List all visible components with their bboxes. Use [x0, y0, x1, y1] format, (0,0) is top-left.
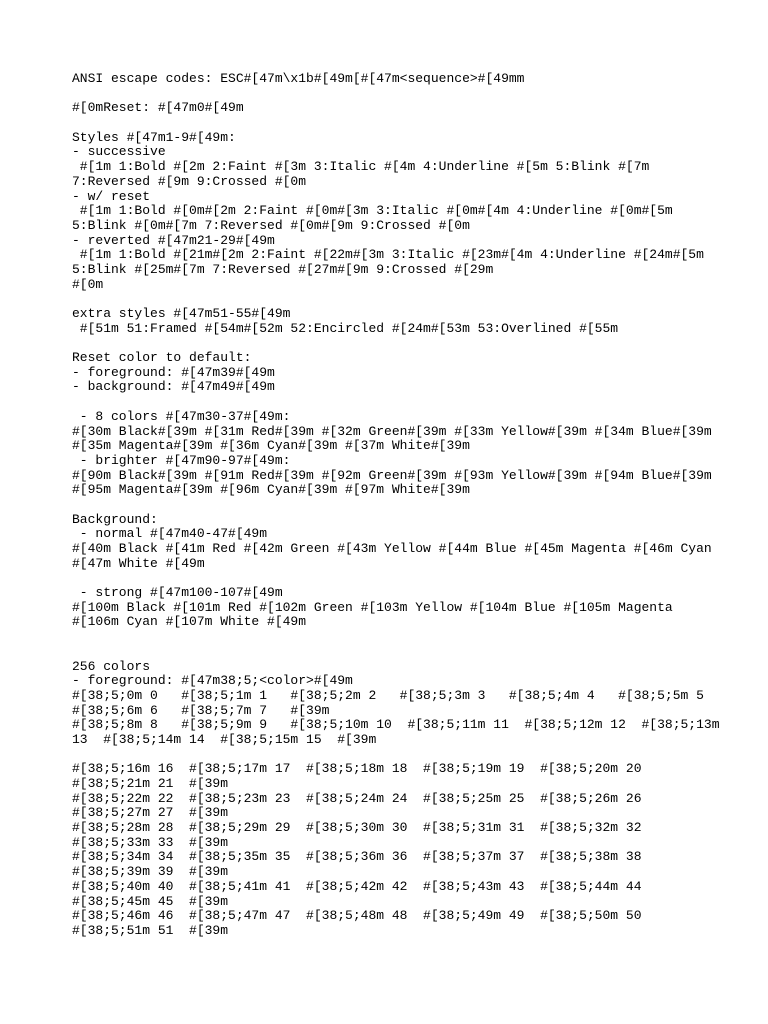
text-line: [72, 336, 712, 351]
text-line: #[95m Magenta#[39m #[96m Cyan#[39m #[97m White#[39m: [72, 482, 470, 498]
text-line: [72, 292, 712, 307]
text-line: #[0mReset: #[47m0#[49m: [72, 100, 244, 116]
text-line: [72, 498, 712, 513]
text-line: #[0m: [72, 276, 104, 292]
text-line: - w/ reset: [72, 188, 151, 204]
text-line: [72, 748, 712, 763]
text-line: #[40m Black #[41m Red #[42m Green #[43m Yellow #[44m Blue #[45m Magenta #[46m Cyan: [72, 541, 712, 556]
text-line: #[38;5;0m 0 #[38;5;1m 1 #[38;5;2m 2 #[38;5;3m 3 #[38;5;4m 4 #[38;5;5m 5: [72, 687, 704, 703]
text-line: 5:Blink #[0m#[7m 7:Reversed #[0m#[9m 9:Crossed #[0m: [72, 217, 470, 233]
text-line: [72, 630, 712, 645]
text-line: - reverted #[47m21-29#[49m: [72, 232, 275, 248]
text-line: #[38;5;46m 46 #[38;5;47m 47 #[38;5;48m 48 #[38;5;49m 49 #[38;5;50m 50: [72, 908, 642, 924]
text-line: #[38;5;6m 6 #[38;5;7m 7 #[39m: [72, 702, 330, 718]
text-line: - background: #[47m49#[49m: [72, 379, 275, 395]
text-line: - strong #[47m100-107#[49m: [72, 585, 283, 601]
text-line: #[38;5;8m 8 #[38;5;9m 9 #[38;5;10m 10 #[38;5;11m 11 #[38;5;12m 12 #[38;5;13m: [72, 717, 720, 733]
text-line: 13 #[38;5;14m 14 #[38;5;15m 15 #[39m: [72, 731, 377, 747]
text-line: #[47m White #[49m: [72, 555, 205, 571]
text-line: #[38;5;28m 28 #[38;5;29m 29 #[38;5;30m 30 #[38;5;31m 31 #[38;5;32m 32: [72, 820, 642, 836]
text-line: - foreground: #[47m38;5;<color>#[49m: [72, 673, 353, 689]
text-line: #[38;5;40m 40 #[38;5;41m 41 #[38;5;42m 42 #[38;5;43m 43 #[38;5;44m 44: [72, 878, 642, 894]
text-line: #[38;5;34m 34 #[38;5;35m 35 #[38;5;36m 36 #[38;5;37m 37 #[38;5;38m 38: [72, 849, 642, 865]
text-line: 7:Reversed #[9m 9:Crossed #[0m: [72, 173, 307, 189]
text-line: #[38;5;27m 27 #[39m: [72, 805, 229, 821]
text-line: - brighter #[47m90-97#[49m:: [72, 452, 291, 468]
text-line: #[38;5;45m 45 #[39m: [72, 893, 229, 909]
text-line: #[38;5;39m 39 #[39m: [72, 864, 229, 880]
text-line: #[38;5;16m 16 #[38;5;17m 17 #[38;5;18m 18 #[38;5;19m 19 #[38;5;20m 20: [72, 761, 642, 777]
text-line: 256 colors: [72, 658, 151, 674]
text-line: #[106m Cyan #[107m White #[49m: [72, 614, 307, 630]
text-line: #[38;5;21m 21 #[39m: [72, 776, 229, 791]
text-line: #[38;5;33m 33 #[39m: [72, 834, 229, 850]
text-line: #[90m Black#[39m #[91m Red#[39m #[92m Green#[39m #[93m Yellow#[39m #[94m Blue#[39m: [72, 467, 712, 483]
text-line: #[1m 1:Bold #[21m#[2m 2:Faint #[22m#[3m 3:Italic #[23m#[4m 4:Underline #[24m#[5m: [72, 247, 704, 263]
text-line: #[38;5;22m 22 #[38;5;23m 23 #[38;5;24m 24 #[38;5;25m 25 #[38;5;26m 26: [72, 790, 642, 806]
text-line: Reset color to default:: [72, 350, 252, 366]
text-line: [72, 87, 712, 102]
text-line: Background:: [72, 511, 158, 527]
text-line: #[1m 1:Bold #[0m#[2m 2:Faint #[0m#[3m 3:Italic #[0m#[4m 4:Underline #[0m#[5m: [72, 203, 673, 219]
text-line: ANSI escape codes: ESC#[47m\x1b#[49m[#[47m<sequence>#[49mm: [72, 71, 525, 86]
text-line: #[1m 1:Bold #[2m 2:Faint #[3m 3:Italic #[4m 4:Underline #[5m 5:Blink #[7m: [72, 159, 650, 175]
text-line: extra styles #[47m51-55#[49m: [72, 306, 291, 321]
document-page: [72, 71, 720, 939]
text-line: #[30m Black#[39m #[31m Red#[39m #[32m Green#[39m #[33m Yellow#[39m #[34m Blue#[39m: [72, 423, 712, 439]
text-line: - normal #[47m40-47#[49m: [72, 526, 268, 542]
text-line: [72, 645, 712, 660]
text-line: Styles #[47m1-9#[49m:: [72, 129, 236, 145]
text-line: - successive: [72, 144, 166, 160]
text-line: 5:Blink #[25m#[7m 7:Reversed #[27m#[9m 9:Crossed #[29m: [72, 261, 494, 277]
text-line: #[35m Magenta#[39m #[36m Cyan#[39m #[37m White#[39m: [72, 438, 470, 454]
text-line: #[38;5;51m 51 #[39m: [72, 922, 229, 938]
text-line: [72, 571, 712, 586]
text-line: #[100m Black #[101m Red #[102m Green #[103m Yellow #[104m Blue #[105m Magenta: [72, 599, 673, 615]
text-line: #[51m 51:Framed #[54m#[52m 52:Encircled #[24m#[53m 53:Overlined #[55m: [72, 320, 619, 336]
text-line: - 8 colors #[47m30-37#[49m:: [72, 408, 291, 424]
text-line: [72, 395, 712, 410]
text-line: [72, 116, 712, 131]
text-line: - foreground: #[47m39#[49m: [72, 364, 275, 380]
